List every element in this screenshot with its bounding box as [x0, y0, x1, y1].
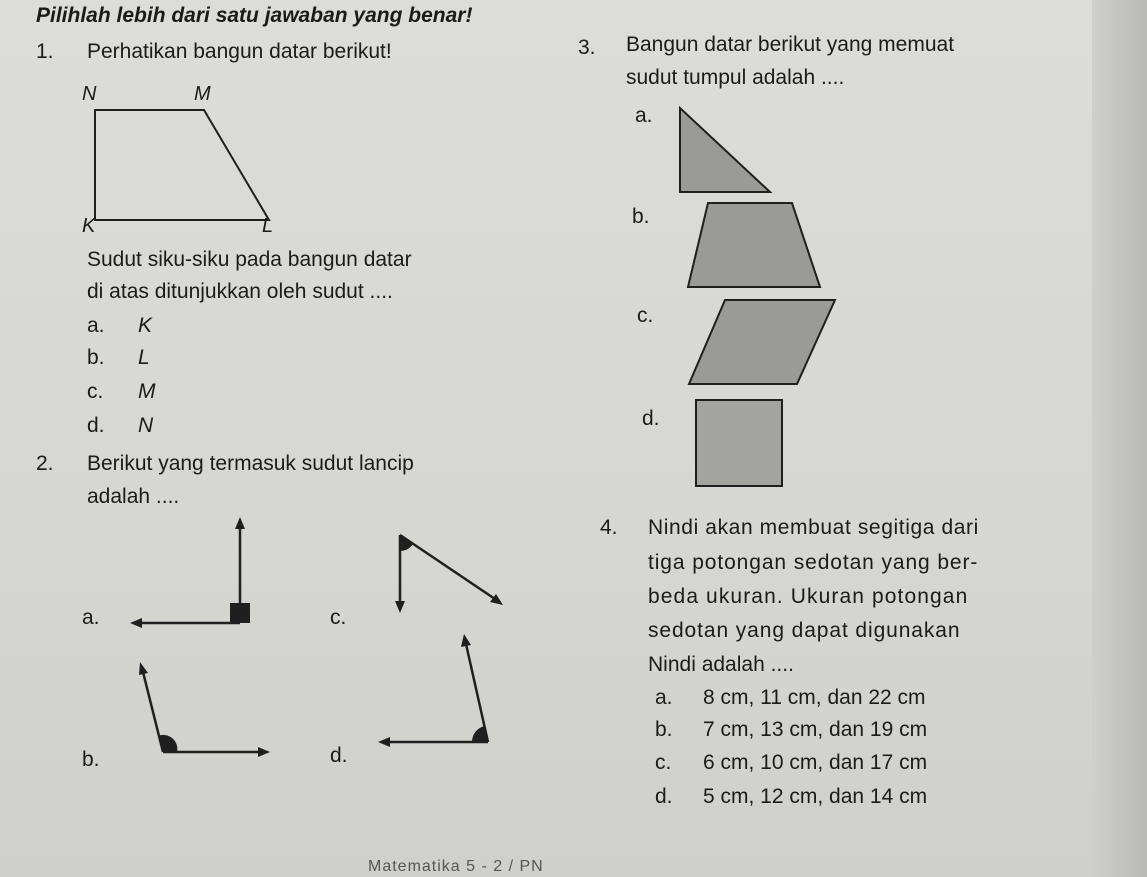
vertex-label-m: M [194, 83, 211, 105]
q4-line5: Nindi adalah .... [648, 653, 794, 676]
q4-option-b-letter[interactable]: b. [655, 718, 673, 741]
q1-option-b-text[interactable]: L [138, 346, 150, 369]
q3-line1: Bangun datar berikut yang memuat [626, 33, 955, 56]
q4-option-d-text[interactable]: 5 cm, 12 cm, dan 14 cm [703, 785, 928, 808]
q4-number: 4. [600, 516, 618, 539]
q2-line1: Berikut yang termasuk sudut lancip [87, 452, 414, 475]
q4-line4: sedotan yang dapat digunakan [648, 619, 961, 642]
q2-angle-c[interactable] [360, 515, 510, 625]
q2-option-b-letter[interactable]: b. [82, 748, 100, 771]
q2-angle-a[interactable] [130, 515, 260, 635]
q4-line1: Nindi akan membuat segitiga dari [648, 516, 979, 539]
page-edge [1092, 0, 1147, 877]
q3-line2: sudut tumpul adalah .... [626, 66, 845, 89]
q3-option-c-letter[interactable]: c. [637, 304, 654, 327]
q1-option-c-text[interactable]: M [138, 380, 156, 403]
instruction: Pilihlah lebih dari satu jawaban yang benar! [36, 4, 473, 27]
q4-line2: tiga potongan sedotan yang ber- [648, 551, 979, 574]
q1-number: 1. [36, 40, 54, 63]
q3-option-d-letter[interactable]: d. [642, 407, 660, 430]
q1-question-line2: di atas ditunjukkan oleh sudut .... [87, 280, 393, 303]
q2-line2: adalah .... [87, 485, 180, 508]
q4-line3: beda ukuran. Ukuran potongan [648, 585, 969, 608]
page-footer: Matematika 5 - 2 / PN [368, 858, 544, 875]
q4-option-c-text[interactable]: 6 cm, 10 cm, dan 17 cm [703, 751, 928, 774]
q2-option-a-letter[interactable]: a. [82, 606, 100, 629]
q1-text: Perhatikan bangun datar berikut! [87, 40, 392, 63]
q1-option-a-text[interactable]: K [138, 314, 153, 337]
q1-option-a-letter[interactable]: a. [87, 314, 105, 337]
q3-number: 3. [578, 36, 596, 59]
q1-question-line1: Sudut siku-siku pada bangun datar [87, 248, 412, 271]
vertex-label-n: N [82, 83, 97, 105]
q1-option-b-letter[interactable]: b. [87, 346, 105, 369]
q3-shape-a-right-triangle[interactable] [670, 100, 780, 200]
q3-shape-b-trapezoid[interactable] [680, 195, 830, 295]
q4-option-a-letter[interactable]: a. [655, 686, 673, 709]
q3-shape-c-parallelogram[interactable] [685, 292, 845, 392]
q3-option-a-letter[interactable]: a. [635, 104, 653, 127]
q3-option-b-letter[interactable]: b. [632, 205, 650, 228]
vertex-label-k: K [82, 215, 96, 237]
q4-option-d-letter[interactable]: d. [655, 785, 673, 808]
vertex-label-l: L [262, 215, 274, 237]
q4-option-c-letter[interactable]: c. [655, 751, 672, 774]
q4-option-a-text[interactable]: 8 cm, 11 cm, dan 22 cm [703, 686, 926, 709]
q2-option-c-letter[interactable]: c. [330, 606, 347, 629]
q1-option-d-text[interactable]: N [138, 414, 154, 437]
q1-option-c-letter[interactable]: c. [87, 380, 104, 403]
q4-option-b-text[interactable]: 7 cm, 13 cm, dan 19 cm [703, 718, 928, 741]
q2-angle-d[interactable] [370, 632, 500, 752]
q2-option-d-letter[interactable]: d. [330, 744, 348, 767]
q3-shape-d-square[interactable] [690, 394, 790, 494]
q2-angle-b[interactable] [135, 660, 275, 770]
q2-number: 2. [36, 452, 54, 475]
q1-option-d-letter[interactable]: d. [87, 414, 105, 437]
